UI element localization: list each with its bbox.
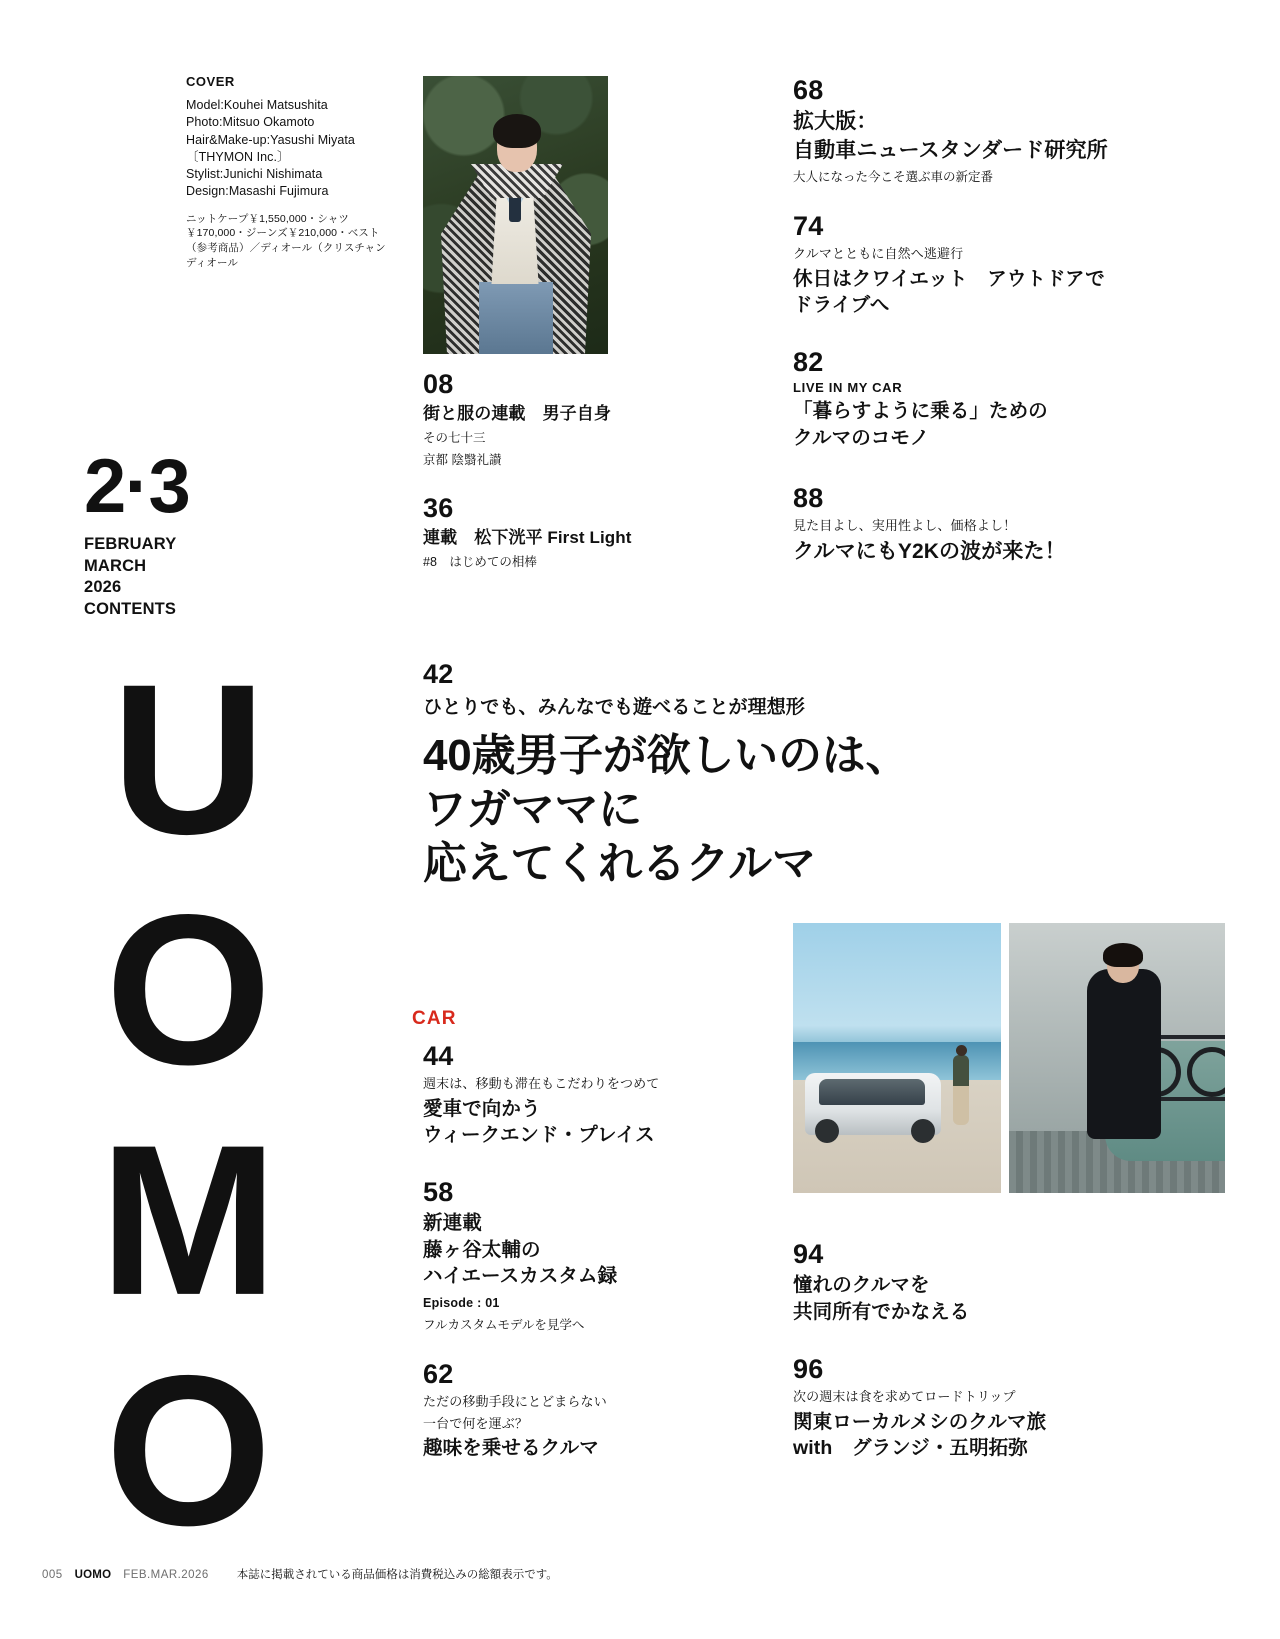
photo-beach-person-body xyxy=(953,1055,969,1125)
cover-credit-agency: 〔THYMON Inc.〕 xyxy=(186,149,290,164)
entry-kicker: クルマとともに自然へ逃避行 xyxy=(793,246,964,262)
toc-entry-08[interactable] xyxy=(423,370,723,470)
page-number: 62 xyxy=(423,1359,454,1389)
page-number: 82 xyxy=(793,347,824,377)
cover-price-note: ニットケープ￥1,550,000・シャツ￥170,000・ジーンズ￥210,000・ベスト（参考商品）／ディオール（クリスチャン ディオール xyxy=(186,212,386,270)
entry-title: 趣味を乗せるクルマ xyxy=(423,1437,599,1460)
cover-photo xyxy=(423,76,608,354)
entry-title-line-1: 憧れのクルマを xyxy=(793,1274,930,1297)
cover-credit-photo: Photo:Mitsuo Okamoto xyxy=(186,115,315,130)
entry-kicker: 次の週末は食を求めてロードトリップ xyxy=(793,1389,1016,1405)
entry-title-line-1: 新連載 xyxy=(423,1212,482,1235)
entry-title-line-1: 「暮らすように乗る」ための xyxy=(793,400,1048,423)
entry-episode: Episode : 01 xyxy=(423,1295,500,1310)
feature-headline-line-1: 40歳男子が欲しいのは、 xyxy=(423,731,910,781)
toc-entry-96[interactable] xyxy=(793,1355,1123,1462)
cover-credit-design: Design:Masashi Fujimura xyxy=(186,184,329,199)
entry-title-line-2: ドライブへ xyxy=(793,294,890,317)
toc-feature-42[interactable] xyxy=(423,660,983,890)
feature-headline-line-2: ワガママに xyxy=(423,785,642,835)
entry-title-line-2: with グランジ・五明拓弥 xyxy=(793,1437,1028,1460)
entry-kicker: 週末は、移動も滞在もこだわりをつめて xyxy=(423,1076,660,1092)
entry-title-line-2: 共同所有でかなえる xyxy=(793,1300,970,1323)
section-label-car: CAR xyxy=(412,1008,457,1029)
cover-credit-stylist: Stylist:Junichi Nishimata xyxy=(186,167,323,181)
footer-price-note: 本誌に掲載されている商品価格は消費税込みの総額表示です。 xyxy=(236,1569,558,1581)
entry-title-line-1: 拡大版： xyxy=(793,110,878,134)
entry-kicker: LIVE IN MY CAR xyxy=(793,380,903,396)
photo-bike-person-hair xyxy=(1103,943,1143,967)
photo-bike-person-body xyxy=(1087,969,1161,1139)
entry-title-line-2: クルマのコモノ xyxy=(793,426,930,449)
page-number: 08 xyxy=(423,369,454,399)
toc-entry-68[interactable] xyxy=(793,76,1153,187)
entry-title-line-2: 自動車ニュースタンダード研究所 xyxy=(793,138,1108,162)
footer-magazine-name: UOMO xyxy=(74,1569,112,1581)
toc-entry-58[interactable] xyxy=(423,1178,733,1334)
toc-entry-36[interactable] xyxy=(423,494,723,572)
entry-title-line-3: ハイエースカスタム録 xyxy=(423,1265,618,1288)
issue-year: 2026 xyxy=(84,578,122,597)
cover-credits-block xyxy=(186,74,386,271)
feature-headline-line-3: 応えてくれるクルマ xyxy=(423,838,816,888)
feature-lead: ひとりでも、みんなでも遊べることが理想形 xyxy=(423,697,805,719)
toc-entry-88[interactable] xyxy=(793,484,1153,566)
photo-beach-person-head xyxy=(956,1045,967,1056)
toc-entry-94[interactable] xyxy=(793,1240,1093,1325)
entry-title-line-1: 愛車で向かう xyxy=(423,1097,541,1120)
issue-month-1: FEBRUARY xyxy=(84,534,177,553)
page-number: 96 xyxy=(793,1354,824,1384)
cover-photo-hair xyxy=(493,114,541,148)
cover-label: COVER xyxy=(186,74,235,89)
entry-sub: 大人になった今こそ選ぶ車の新定番 xyxy=(793,170,994,185)
entry-title: クルマにもY2Kの波が来た！ xyxy=(793,539,1066,563)
footer-page-number: 005 xyxy=(42,1569,63,1581)
photo-bike-loading xyxy=(1009,923,1225,1193)
page-footer xyxy=(42,1566,558,1582)
entry-title: 連載 松下洸平 First Light xyxy=(423,528,632,548)
page-number: 94 xyxy=(793,1239,824,1269)
entry-title-line-1: 関東ローカルメシのクルマ旅 xyxy=(793,1410,1047,1433)
contents-label: CONTENTS xyxy=(84,600,177,619)
page-number: 36 xyxy=(423,493,454,523)
photo-beach-car xyxy=(793,923,1001,1193)
issue-block xyxy=(84,444,254,621)
entry-title: 街と服の連載 男子自身 xyxy=(423,404,611,424)
photo-beach-wheel-left xyxy=(815,1119,839,1143)
entry-sub-1: その七十三 xyxy=(423,431,486,446)
toc-entry-74[interactable] xyxy=(793,212,1153,319)
page-number: 42 xyxy=(423,659,454,689)
entry-kicker: 見た目よし、実用性よし、価格よし！ xyxy=(793,518,1017,534)
entry-title-line-2: 藤ヶ谷太輔の xyxy=(423,1238,541,1261)
entry-kicker-1: ただの移動手段にとどまらない xyxy=(423,1394,607,1410)
page-number: 44 xyxy=(423,1041,454,1071)
entry-title-line-1: 休日はクワイエット アウトドアで xyxy=(793,267,1105,290)
issue-month-2: MARCH xyxy=(84,556,147,575)
page-number: 68 xyxy=(793,75,824,105)
cover-photo-jeans xyxy=(479,282,553,354)
page-number: 58 xyxy=(423,1177,454,1207)
issue-number: 2·3 xyxy=(84,444,190,529)
toc-entry-44[interactable] xyxy=(423,1042,733,1149)
entry-sub: フルカスタムモデルを見学へ xyxy=(423,1317,585,1332)
page-number: 74 xyxy=(793,211,824,241)
cover-credit-hairmake: Hair&Make-up:Yasushi Miyata xyxy=(186,132,355,147)
entry-sub-2: 京都 陰翳礼讃 xyxy=(423,453,502,468)
photo-beach-wheel-right xyxy=(911,1119,935,1143)
entry-sub-1: #8 はじめての相棒 xyxy=(423,555,537,570)
entry-kicker-2: 一台で何を運ぶ？ xyxy=(423,1415,529,1431)
footer-issue-date: FEB.MAR.2026 xyxy=(123,1569,209,1581)
photo-beach-car-window xyxy=(819,1079,925,1105)
uomo-wordmark: UOMO xyxy=(69,640,309,1562)
page-number: 88 xyxy=(793,483,824,513)
toc-entry-62[interactable] xyxy=(423,1360,733,1462)
toc-entry-82[interactable] xyxy=(793,348,1153,451)
cover-credit-model: Model:Kouhei Matsushita xyxy=(186,98,328,112)
entry-title-line-2: ウィークエンド・プレイス xyxy=(423,1124,655,1147)
